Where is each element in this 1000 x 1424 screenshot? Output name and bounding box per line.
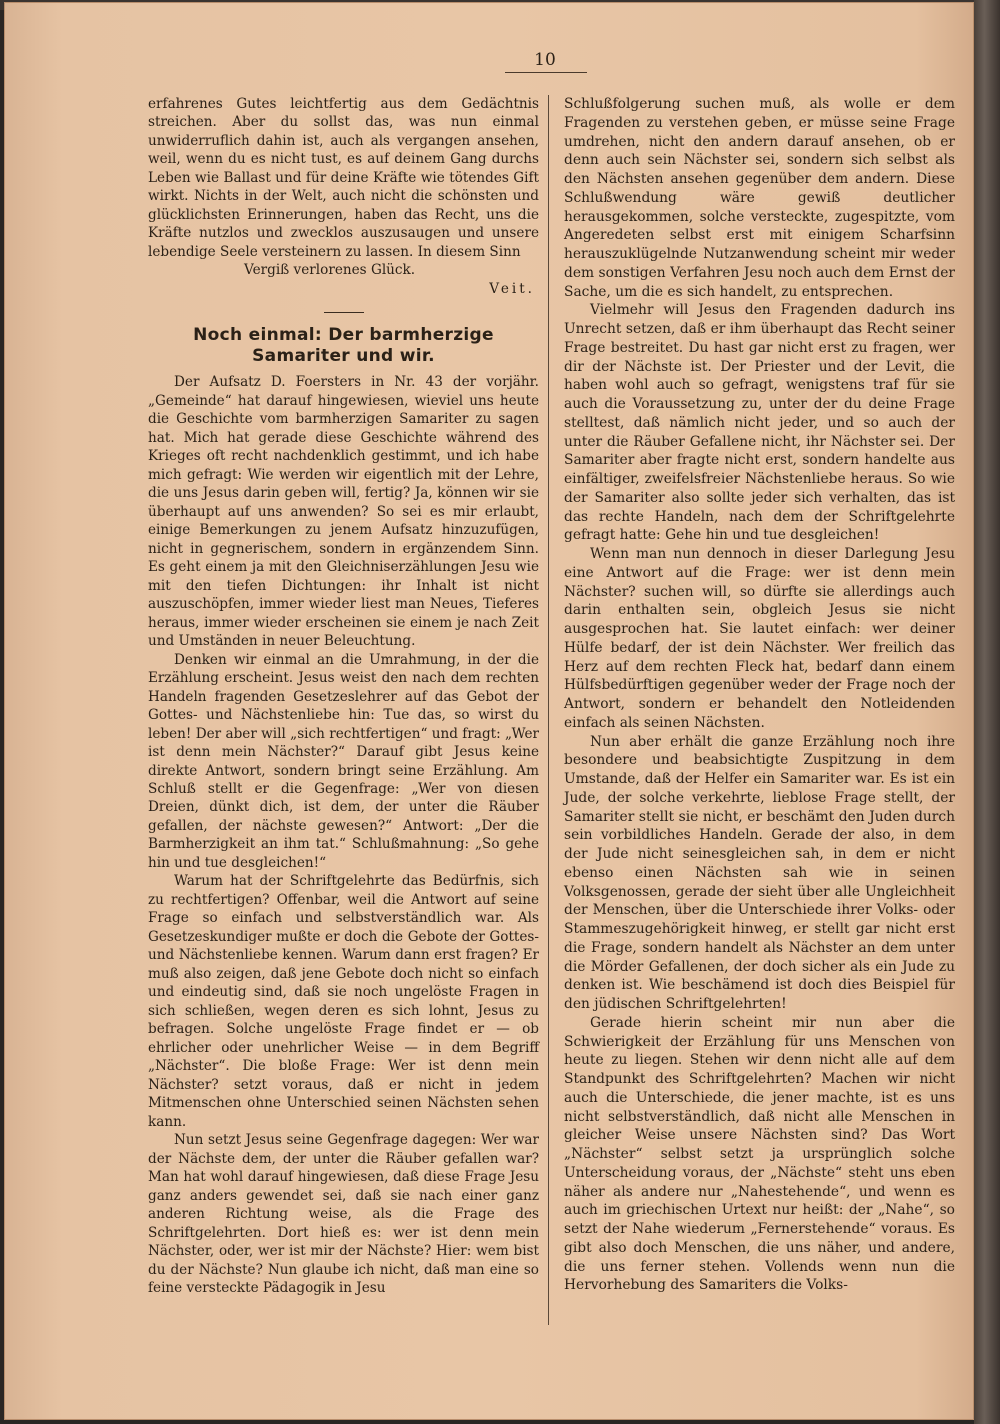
binding-edge (974, 0, 1000, 1424)
author-signature: Veit. (489, 280, 535, 297)
paragraph: Der Aufsatz D. Foersters in Nr. 43 der vorjähr. „Gemeinde“ hat darauf hingewiesen, wieviel uns heute die Geschichte vom barmherzigen Samariter zu sagen hat. Mich hat gerade diese Geschichte während des Krieges oft recht nachdenklich gestimmt, und ich habe mich gefragt: Wie werden wir eigentlich mit der Lehre, die uns Jesus darin geben will, fertig? Ja, können wir sie überhaupt auf uns anwenden? So sei es mir erlaubt, einige Bemerkungen zu jenem Aufsatz hinzuzufügen, nicht in gegnerischem, sondern in ergänzendem Sinn. Es geht einem ja mit den Gleichniserzählungen Jesu wie mit den tiefen Dichtungen: ihr Inhalt ist nicht auszuschöpfen, immer wieder liest man Neues, Tieferes heraus, immer wieder erscheinen sie einem je nach Zeit und Umständen in neuer Beleuchtung. (148, 374, 539, 650)
page-number: 10 (534, 50, 556, 70)
paragraph: Nun aber erhält die ganze Erzählung noch ihre besondere und beabsichtigte Zuspitzung in dem Umstande, daß der Helfer ein Samariter war. Es ist ein Jude, der solche verkehrte, lieblose Frage stellt, der Samariter stellt sie nicht, er beschämt den Juden durch sein vorbildliches Handeln. Gerade der also, in dem der Jude nicht seinesgleichen sah, in dem er nicht ebenso einen Nächsten sah wie in seinen Volksgenossen, gerade der sieht über alle Ungleichheit der Menschen, über die Unterschiede ihrer Volks- oder Stammeszugehörigkeit hinweg, er stellt gar nicht erst die Frage, sondern handelt als Nächster an dem unter die Mörder Gefallenen, der doch sicher als ein Jude zu denken ist. Wie beschämend ist doch dies Beispiel für den jüdischen Schriftgelehrten! (564, 733, 955, 1012)
article-title: Noch einmal: Der barmherzige Samariter und wir. (193, 325, 494, 367)
paragraph: Vielmehr will Jesus den Fragenden dadurch ins Unrecht setzen, daß er ihm überhaupt das Recht seiner Frage bestreitet. Du hast gar nicht erst zu fragen, wer dir der Nächste ist. Der Priester und der Levit, die haben wohl auch so gefragt, wenigstens traf für sie auch die Voraussetzung zu, unter der du deine Frage stelltest, daß nämlich nicht jeder, und so auch der unter die Räuber Gefallene nicht, ihr Nächster sei. Der Samariter aber fragte nicht erst, sondern handelte aus einfältiger, zweifelsfreier Nächstenliebe heraus. So wie der Samariter also sollte jeder sich verhalten, das ist das rechte Handeln, nach dem der Schriftgelehrte gefragt hatte: Gehe hin und tue desgleichen! (564, 302, 955, 544)
paragraph: Gerade hierin scheint mir nun aber die Schwierigkeit der Erzählung für uns Menschen von heute zu liegen. Stehen wir denn nicht alle auf dem Standpunkt des Schriftgelehrten? Machen wir nicht auch die Unterschiede, die jener machte, ist es uns nicht selbstverständlich, daß nicht alle Menschen in gleicher Weise unsere Nächsten sind? Das Wort „Nächster“ selbst setzt ja ursprünglich solche Unterscheidung voraus, der „Nächste“ steht uns eben näher als andere nur „Nahestehende“, und wenn es auch im griechischen Urtext nur heißt: der „Nahe“, so setzt der Nahe wiederum „Fernerstehende“ voraus. Es gibt also doch Menschen, die uns näher, und andere, die uns ferner stehen. Vollends wenn nun die Hervorhebung des Samariters die Volks- (564, 1014, 955, 1294)
poem-line: Vergiß verlorenes Glück. (244, 262, 416, 279)
paragraph: Nun setzt Jesus seine Gegenfrage dagegen: Wer war der Nächste dem, der unter die Räuber gefallen war? Man hat wohl darauf hingewiesen, daß diese Frage Jesu ganz anders gewendet sei, daß sie nach einer ganz anderen Richtung weise, als die Frage des Schriftgelehrten. Dort hieß es: wer ist denn mein Nächster, oder, wer ist mir der Nächste? Hier: wem bist du der Nächste? Nun glaube ich nicht, daß man eine so feine versteckte Pädagogik in Jesu (148, 1132, 539, 1297)
section-separator (324, 312, 364, 313)
page-number-rule (505, 72, 587, 73)
paragraph: Schlußfolgerung suchen muß, als wolle er dem Fragenden zu verstehen geben, er müsse seine Frage umdrehen, nicht den andern darauf ansehen, ob er denn auch sein Nächster sei, sondern sich selbst als den Nächsten ansehen gegenüber dem andern. Diese Schlußwendung wäre gewiß deutlicher herausgekommen, solche versteckte, zugespitzte, vom Angeredeten selbst erst mit einigem Scharfsinn herauszuklügelnde Nutzanwendung scheint mir weder dem sonstigen Verfahren Jesu noch auch dem Ernst der Sache, um die es sich handelt, zu entsprechen. (564, 96, 955, 300)
intro-paragraph: erfahrenes Gutes leichtfertig aus dem Gedächtnis streichen. Aber du sollst das, was nun einmal unwiderruflich dahin ist, auch als vergangen ansehen, weil, wenn du es nicht tust, es auf deinem Gang durchs Leben wie Ballast und für deine Kräfte wie tötendes Gift wirkt. Nichts in der Welt, auch nicht die schönsten und glücklichsten Erinnerungen, haben das Recht, uns die Kräfte nutzlos und zwecklos auszusaugen und unsere lebendige Seele versteinern zu lassen. In diesem Sinn (148, 96, 539, 260)
right-column (564, 95, 955, 1295)
paragraph: Denken wir einmal an die Umrahmung, in der die Erzählung erscheint. Jesus weist den nach dem rechten Handeln fragenden Gesetzeslehrer auf das Gebot der Gottes- und Nächstenliebe hin: Tue das, so wirst du leben! Der aber will „sich rechtfertigen“ und fragt: „Wer ist denn mein Nächster?“ Darauf gibt Jesus keine direkte Antwort, sondern bringt seine Erzählung. Am Schluß stellt er die Gegenfrage: „Wer von diesen Dreien, dünkt dich, ist dem, der unter die Räuber gefallen, der nächste gewesen?“ Antwort: „Der die Barmherzigkeit an ihm tat.“ Schlußmahnung: „So gehe hin und tue desgleichen!“ (148, 651, 539, 871)
left-column (148, 95, 539, 1298)
paragraph: Wenn man nun dennoch in dieser Darlegung Jesu eine Antwort auf die Frage: wer ist denn mein Nächster? suchen will, so dürfte sie allerdings auch darin enthalten sein, obgleich Jesus sie nicht ausgesprochen hat. Sie lautet einfach: wer deiner Hülfe bedarf, der ist dein Nächster. Wer freilich das Herz auf dem rechten Fleck hat, bedarf dann einem Hülfsbedürftigen gegenüber weder der Frage noch der Antwort, sondern er behandelt den Notleidenden einfach als seinen Nächsten. (564, 546, 955, 731)
paragraph: Warum hat der Schriftgelehrte das Bedürfnis, sich zu rechtfertigen? Offenbar, weil die Antwort auf seine Frage so einfach und selbstverständlich war. Als Gesetzeskundiger mußte er doch die Gebote der Gottes- und Nächstenliebe kennen. Warum dann erst fragen? Er muß also zeigen, daß jene Gebote doch nicht so einfach und eindeutig sind, daß sie noch ungelöste Fragen in sich schließen, wegen deren es sich lohnt, Jesus zu befragen. Solche ungelöste Frage findet er — ob ehrlicher oder unehrlicher Weise — in dem Begriff „Nächster“. Die bloße Frage: Wer ist denn mein Nächster? setzt voraus, daß er nicht in jedem Mitmenschen ohne Unterschied seinen Nächsten sehen kann. (148, 873, 539, 1130)
column-divider (548, 95, 549, 1325)
